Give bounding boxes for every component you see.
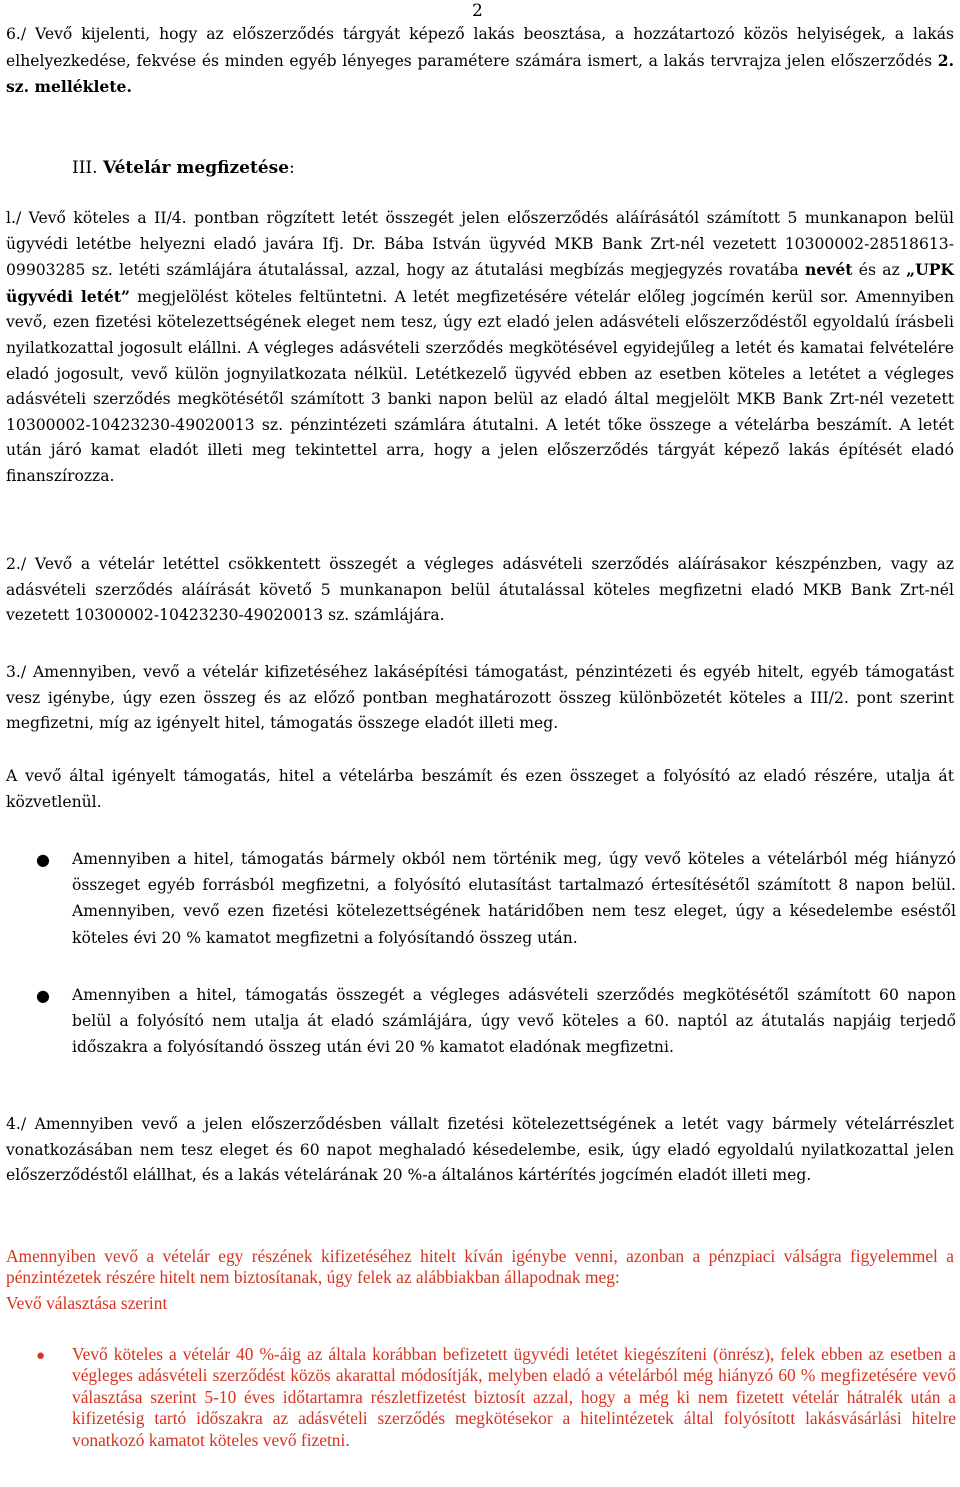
paragraph-1-c: és az [852,261,907,280]
paragraph-1-a: l./ Vevő köteles a II/4. pontban rögzített letét összegét jelen előszerződés aláírásától számított 5 munkanapon belül ügyvédi letétbe helyezni eladó javára Ifj. Dr. Bába István ügyvéd MKB Bank Zrt-nél vezetett 10300002-28518613-09903285 sz. letéti számlájára átutalással, azzal, hogy az átutalási megbízás megjegyzés rovatába [6,209,954,280]
bullet-dot: ● [36,986,50,1005]
red-note-choice: Vevő választása szerint [6,1293,168,1313]
red-note-paragraph: Amennyiben vevő a vételár egy részének kifizetéséhez hitelt kíván igénybe venni, azonban a pénzpiaci válságra figyelemmel a pénzintézetek részére hitelt nem biztosítanak, úgy felek az alábbiakban állapodnak meg: [6,1246,954,1288]
page-number: 2 [472,1,483,21]
paragraph-1 [6,206,954,490]
section-colon: : [289,158,295,178]
annex-reference: 2. sz. melléklete. [6,50,954,97]
paragraph-3: 3./ Amennyiben, vevő a vételár kifizetéséhez lakásépítési támogatást, pénzintézeti és egyéb hitelt, egyéb támogatást vesz igénybe, úgy ezen összeg és az előző pontban meghatározott összeg különbözetét köteles a III/2. pont szerint megfizetni, míg az igényelt hitel, támogatás összege eladót illeti meg. [6,663,954,733]
bullet-item-2: Amennyiben a hitel, támogatás összegét a végleges adásvételi szerződés megkötésétől számított 60 napon belül a folyósító nem utalja át eladó számlájára, úgy vevő köteles a 60. naptól az átutalás napjáig terjedő időszakra a folyósítandó összeg után évi 20 % kamatot eladónak megfizetni. [72,986,956,1057]
section-number: III. [72,158,103,178]
section-heading [72,156,295,180]
paragraph-6 [6,22,954,101]
paragraph-1-bold-name: nevét [805,260,853,280]
bullet-dot: ● [36,850,50,869]
bullet-dot: ● [36,1348,46,1364]
paragraph-6-text: 6./ Vevő kijelenti, hogy az előszerződés tárgyát képező lakás beosztása, a hozzátartozó közös helyiségek, a lakás elhelyezkedése, fekvése és minden egyéb lényeges paramétere számára ismert, a lakás tervrajza jelen előszerződés [6,25,954,70]
paragraph-1-bold-label: „UPK ügyvédi letét” [6,260,954,306]
paragraph-1-d: megjelölést köteles feltüntetni. A letét megfizetésére vételár előleg jogcímén kerül sor. Amennyiben vevő, ezen fizetési kötelezettségének eleget nem tesz, úgy ezt eladó jelen adásvételi előszerződéstől egyoldalú írásbeli nyilatkozattal jogosult elállni. A végleges adásvételi szerződés megkötésével egyidejűleg a letét és kamatai felvételére eladó jogosult, vevő külön jognyilatkozata nélkül. Letétkezelő ügyvéd ebben az esetben köteles a letétet a végleges adásvételi szerződés megkötésétől számított 3 banki napon belül az eladó által megjelölt MKB Bank Zrt-nél vezetett 10300002-10423230-49020013 sz. pénzintézeti számlára átutalni. A letét tőke összege a vételárba beszámít. A letét után járó kamat eladót illeti meg tekintettel arra, hogy a jelen előszerződés tárgyát képező lakás építését eladó finanszírozza. [6,287,954,485]
paragraph-2: 2./ Vevő a vételár letéttel csökkentett összegét a végleges adásvételi szerződés aláírásakor készpénzben, vagy az adásvételi szerződés aláírását követő 5 munkanapon belül átutalással köteles megfizetni eladó MKB Bank Zrt-nél vezetett 10300002-10423230-49020013 sz. számlájára. [6,555,954,625]
paragraph-3b: A vevő által igényelt támogatás, hitel a vételárba beszámít és ezen összeget a folyósító az eladó részére, utalja át közvetlenül. [6,767,954,811]
bullet-item-1: Amennyiben a hitel, támogatás bármely okból nem történik meg, úgy vevő köteles a vételárból még hiányzó összeget egyéb forrásból megfizetni, a folyósító elutasítást tartalmazó értesítésétől számított 8 napon belül. Amennyiben, vevő ezen fizetési kötelezettségének határidőben nem tesz eleget, úgy a késedelembe eséstől köteles évi 20 % kamatot megfizetni a folyósítandó összeg után. [72,850,956,947]
section-title: Vételár megfizetése [102,158,290,178]
red-note-bullet: Vevő köteles a vételár 40 %-áig az általa korábban befizetett ügyvédi letétet kiegészíteni (önrész), felek ebben az esetben a végleges adásvételi szerződést közös akarattal módosítják, melyben eladó a vételárból még hiányzó 60 % megfizetésére vevő választása szerint 5-10 éves időtartamra részletfizetést biztosít azzal, hogy a még ki nem fizetett vételár hátralék után a kifizetésig tartó időszakra az adásvételi szerződés megkötésekor a hitelintézetek által folyósított lakásvásárlási hitelre vonatkozó kamatot köteles vevő fizetni. [72,1344,956,1450]
paragraph-4: 4./ Amennyiben vevő a jelen előszerződésben vállalt fizetési kötelezettségének a letét vagy bármely vételárrészlet vonatkozásában nem tesz eleget és 60 napot meghaladó késedelembe, esik, úgy eladó egyoldalú nyilatkozattal jelen előszerződéstől elállhat, és a lakás vételárának 20 %-a általános kártérítés jogcímén eladót illeti meg. [6,1115,954,1185]
